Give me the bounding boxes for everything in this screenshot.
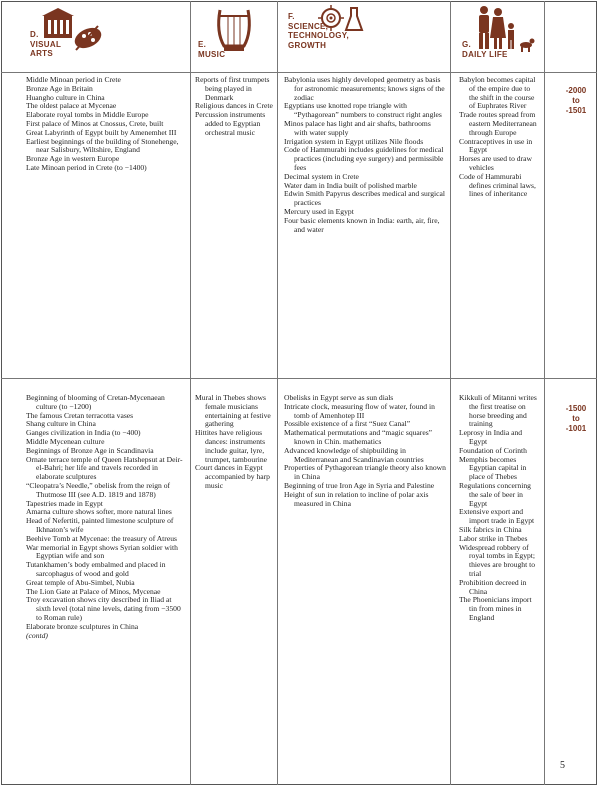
header-science — [288, 12, 349, 50]
period-divider — [1, 378, 597, 379]
header-title-line: GROWTH — [288, 40, 327, 50]
list-item: Properties of Pythagorean triangle theory also known in China — [284, 463, 446, 482]
list-item: Egyptians use knotted rope triangle with “Pythagorean” numbers to construct right angles — [284, 101, 442, 120]
list-item: Great temple of Abu-Simbel, Nubia — [26, 577, 135, 587]
list-item: The famous Cretan terracotta vases — [26, 410, 134, 420]
header-music — [198, 40, 225, 59]
header-daily-life — [462, 40, 508, 59]
list-item: “Cleopatra’s Needle,” obelisk from the reign of Thutmose III (see A.D. 1819 and 1878) — [26, 480, 171, 499]
list-item: Middle Minoan period in Crete — [26, 75, 121, 84]
header-divider — [1, 72, 597, 73]
column-divider — [450, 1, 451, 785]
list-item: Code of Hammurabi includes guidelines for medical practices (including eye surgery) and permissible fees — [284, 145, 444, 172]
list-item: Labor strike in Thebes — [459, 533, 528, 543]
list-item: Beehive Tomb at Mycenae: the treasury of Atreus — [26, 533, 177, 543]
period-2-science — [284, 394, 446, 508]
period-1-daily-life — [459, 76, 541, 199]
list-item: The oldest palace at Mycenae — [26, 101, 117, 111]
header-letter: D. — [30, 30, 39, 39]
header-letter: F. — [288, 12, 295, 21]
list-item: Memphis becomes Egyptian capital in place of Thebes — [459, 454, 527, 482]
list-item: Mercury used in Egypt — [284, 206, 354, 216]
list-item: Prohibition decreed in China — [459, 577, 527, 596]
list-item: Mural in Thebes shows female musicians entertaining at festive gathering — [195, 393, 271, 429]
period-1-visual-arts — [26, 76, 186, 173]
list-item: Possible existence of a first “Suez Canal” — [284, 419, 411, 429]
list-item: Bronze Age in Britain — [26, 83, 93, 93]
list-item: Mathematical permutations and “magic squares” known in Chin. mathematics — [284, 428, 433, 446]
list-item: Amarna culture shows softer, more natural lines — [26, 507, 172, 517]
list-item: Beginnings of Bronze Age in Scandinavia — [26, 445, 154, 455]
list-item: Regulations concerning the sale of beer in Egypt — [459, 480, 531, 508]
list-item: Shang culture in China — [26, 419, 96, 429]
list-item: Beginning of true Iron Age in Syria and Palestine — [284, 480, 435, 490]
list-item: Contraceptives in use in Egypt — [459, 136, 533, 155]
contd-note: (contd) — [26, 630, 48, 640]
page-number: 5 — [560, 760, 565, 771]
list-item: Ornate terrace temple of Queen Hatshepsut at Deir-el-Bahri; her life and travels recorded in elaborate sculptures — [26, 454, 183, 482]
list-item: Advanced knowledge of shipbuilding in Mediterranean and Scandinavian countries — [284, 445, 424, 464]
list-item: Edwin Smith Papyrus describes medical and surgical practices — [284, 189, 445, 208]
era-year: -1500 — [565, 404, 587, 413]
era-to: to — [572, 96, 580, 105]
era-year: -1001 — [565, 424, 587, 433]
list-item: Water dam in India built of polished marble — [284, 180, 417, 190]
list-item: Huangho culture in China — [26, 92, 105, 102]
list-item: Elaborate royal tombs in Middle Europe — [26, 110, 149, 120]
list-item: Percussion instruments added to Egyptian orchestral music — [195, 110, 266, 137]
list-item: Middle Mycenean culture — [26, 436, 105, 446]
column-divider — [190, 1, 191, 785]
period-1-era — [560, 86, 592, 116]
header-row — [0, 0, 600, 72]
era-year: -1501 — [565, 106, 587, 115]
header-title-line: MUSIC — [198, 49, 226, 59]
header-title-line: VISUAL — [30, 39, 62, 49]
list-item: Head of Nefertiti, painted limestone sculpture of Ikhnaton’s wife — [26, 516, 174, 534]
list-item: Intricate clock, measuring flow of water, found in tomb of Amenhotep III — [284, 401, 435, 420]
list-item: Great Labyrinth of Egypt built by Amenemhet III — [26, 127, 177, 137]
list-item: Trade routes spread from eastern Mediterranean through Europe — [459, 110, 537, 137]
list-item: War memorial in Egypt shows Syrian soldier with Egyptian wife and son — [26, 542, 178, 561]
header-letter: G. — [462, 40, 472, 49]
header-title-line: TECHNOLOGY, — [288, 31, 350, 41]
list-item: First palace of Minos at Cnossus, Crete, built — [26, 118, 164, 128]
list-item: The Lion Gate at Palace of Minos, Mycenae — [26, 586, 161, 596]
header-visual-arts — [30, 30, 61, 59]
list-item: Bronze Age in western Europe — [26, 154, 120, 164]
header-title-line: ARTS — [30, 49, 53, 59]
list-item: Tutankhamen’s body embalmed and placed in sarcophagus of wood and gold — [26, 560, 166, 578]
list-item: Troy excavation shows city described in Iliad at sixth level (total nine levels, dating from −3500 to Roman rule) — [26, 595, 181, 622]
list-item: Leprosy in India and Egypt — [459, 428, 523, 446]
list-item: Babylon becomes capital of the empire due to the shift in the course of Euphrates River — [459, 75, 536, 111]
list-item: Foundation of Corinth — [459, 445, 527, 455]
list-item: Height of sun in relation to incline of polar axis measured in China — [284, 489, 429, 508]
period-2-daily-life — [459, 394, 541, 623]
list-item: Earliest beginnings of the building of Stonehenge, near Salisbury, Wiltshire, England — [26, 136, 179, 155]
list-item: Four basic elements known in India: earth, air, fire, and water — [284, 215, 440, 234]
era-to: to — [572, 414, 580, 423]
period-2-visual-arts — [26, 394, 186, 640]
header-title-line: DAILY LIFE — [462, 49, 508, 59]
column-divider — [277, 1, 278, 785]
list-item: Religious dances in Crete — [195, 101, 273, 111]
list-item: Kikkuli of Mitanni writes the first treatise on horse breeding and training — [459, 393, 537, 429]
period-1-science — [284, 76, 446, 234]
list-item: The Phoenicians import tin from mines in England — [459, 595, 532, 622]
period-1-music — [195, 76, 273, 138]
list-item: Ganges civilization in India (to −400) — [26, 428, 141, 438]
list-item: Extensive export and import trade in Egypt — [459, 507, 535, 526]
list-item: Code of Hammurabi defines criminal laws, lines of inheritance — [459, 171, 536, 199]
list-item: Elaborate bronze sculptures in China — [26, 621, 139, 631]
list-item: Babylonia uses highly developed geometry as basis for astronomic measurements; knows signs of the zodiac — [284, 75, 445, 102]
list-item: Obelisks in Egypt serve as sun dials — [284, 393, 394, 402]
period-2-era — [560, 404, 592, 434]
list-item: Court dances in Egypt accompanied by harp music — [195, 463, 270, 490]
header-title-line: SCIENCE, — [288, 21, 329, 31]
list-item: Widespread robbery of royal tombs in Egypt; thieves are brought to trial — [459, 542, 536, 578]
list-item: Decimal system in Crete — [284, 171, 359, 181]
list-item: Silk fabrics in China — [459, 524, 522, 534]
era-year: -2000 — [565, 86, 587, 95]
list-item: Minos palace has light and air shafts, bathrooms with water supply — [284, 118, 431, 137]
list-item: Horses are used to draw vehicles — [459, 154, 532, 172]
list-item: Tapestries made in Egypt — [26, 498, 103, 508]
list-item: Reports of first trumpets being played in Denmark — [195, 75, 270, 102]
list-item: Beginning of blooming of Cretan-Mycenaean culture (to −1200) — [26, 393, 165, 411]
list-item: Hittites have religious dances: instruments include guitar, lyre, trumpet, tambourine — [195, 428, 267, 464]
list-item: Late Minoan period in Crete (to −1400) — [26, 162, 147, 172]
period-2-music — [195, 394, 273, 491]
list-item: Irrigation system in Egypt utilizes Nile floods — [284, 136, 424, 146]
column-divider — [544, 1, 545, 785]
header-letter: E. — [198, 40, 207, 49]
